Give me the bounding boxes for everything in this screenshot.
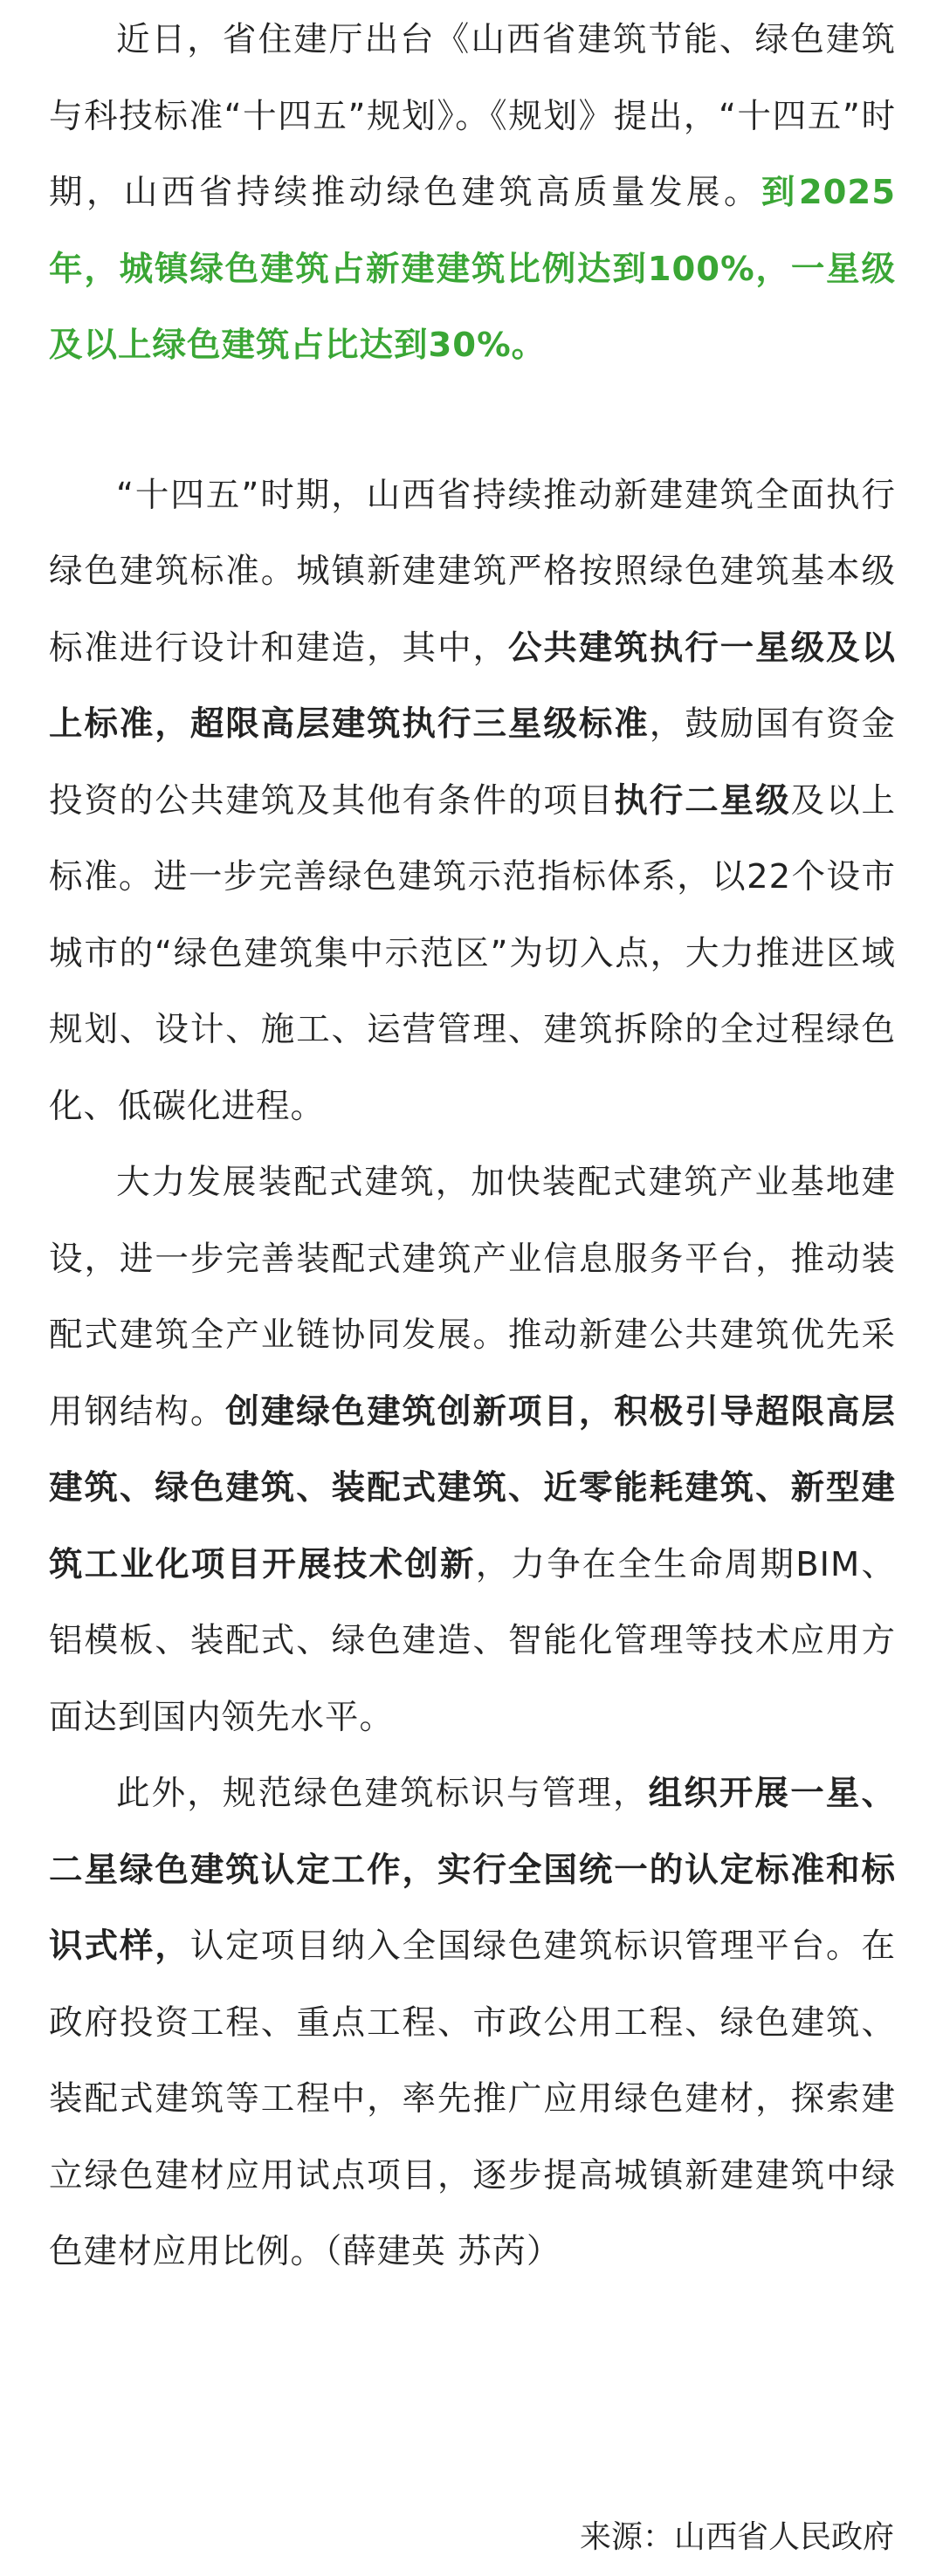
source-attribution: 来源：山西省人民政府: [579, 2519, 894, 2555]
paragraph-certification: [49, 1755, 896, 2291]
highlight-target-text: 到2025年，城镇绿色建筑占新建建筑比例达到100%，一星级及以上绿色建筑占比达到30%。: [49, 173, 896, 365]
article-body: [49, 0, 896, 2291]
cert-text-2: 认定项目纳入全国绿色建筑标识管理平台。在政府投资工程、重点工程、市政公用工程、绿色建筑、装配式建筑等工程中，率先推广应用绿色建材，探索建立绿色建材应用试点项目，逐步提高城镇新建建筑中绿色建材应用比例。（薛建英 苏芮）: [49, 1927, 896, 2271]
cert-text: 此外，规范绿色建筑标识与管理，: [116, 1774, 649, 1813]
bold-public-buildings: 公共建筑执行一星级及以上标准，超限高层建筑执行三星级标准: [49, 628, 896, 744]
standards-text-2: ，鼓励国有资金投资的公共建筑及其他有条件的项目: [49, 704, 896, 821]
paragraph-prefab: [49, 1144, 896, 1755]
prefab-text: 大力发展装配式建筑，加快装配式建筑产业基地建设，进一步完善装配式建筑产业信息服务平台，推动装配式建筑全产业链协同发展。推动新建公共建筑优先采用钢结构。: [49, 1163, 896, 1432]
standards-text-3: 及以上标准。进一步完善绿色建筑示范指标体系，以22个设市城市的“绿色建筑集中示范区”为切入点，大力推进区域规划、设计、施工、运营管理、建筑拆除的全过程绿色化、低碳化进程。: [49, 780, 896, 1126]
bold-two-star: 执行二星级: [614, 780, 791, 821]
bold-certification: 组织开展一星、二星绿色建筑认定工作，实行全国统一的认定标准和标识式样，: [49, 1774, 896, 1966]
intro-text: 近日，省住建厅出台《山西省建筑节能、绿色建筑与科技标准“十四五”规划》。《规划》提出，“十四五”时期，山西省持续推动绿色建筑高质量发展。: [49, 20, 896, 212]
paragraph-green-standards: [49, 457, 896, 1145]
standards-text: “十四五”时期，山西省持续推动新建建筑全面执行绿色建筑标准。城镇新建建筑严格按照绿色建筑基本级标准进行设计和建造，其中，: [49, 475, 896, 668]
prefab-text-2: ，力争在全生命周期BIM、铝模板、装配式、绿色建造、智能化管理等技术应用方面达到国内领先水平。: [49, 1544, 896, 1737]
paragraph-intro: [49, 2, 896, 384]
bold-innovation: 创建绿色建筑创新项目，积极引导超限高层建筑、绿色建筑、装配式建筑、近零能耗建筑、新型建筑工业化项目开展技术创新: [49, 1391, 896, 1584]
